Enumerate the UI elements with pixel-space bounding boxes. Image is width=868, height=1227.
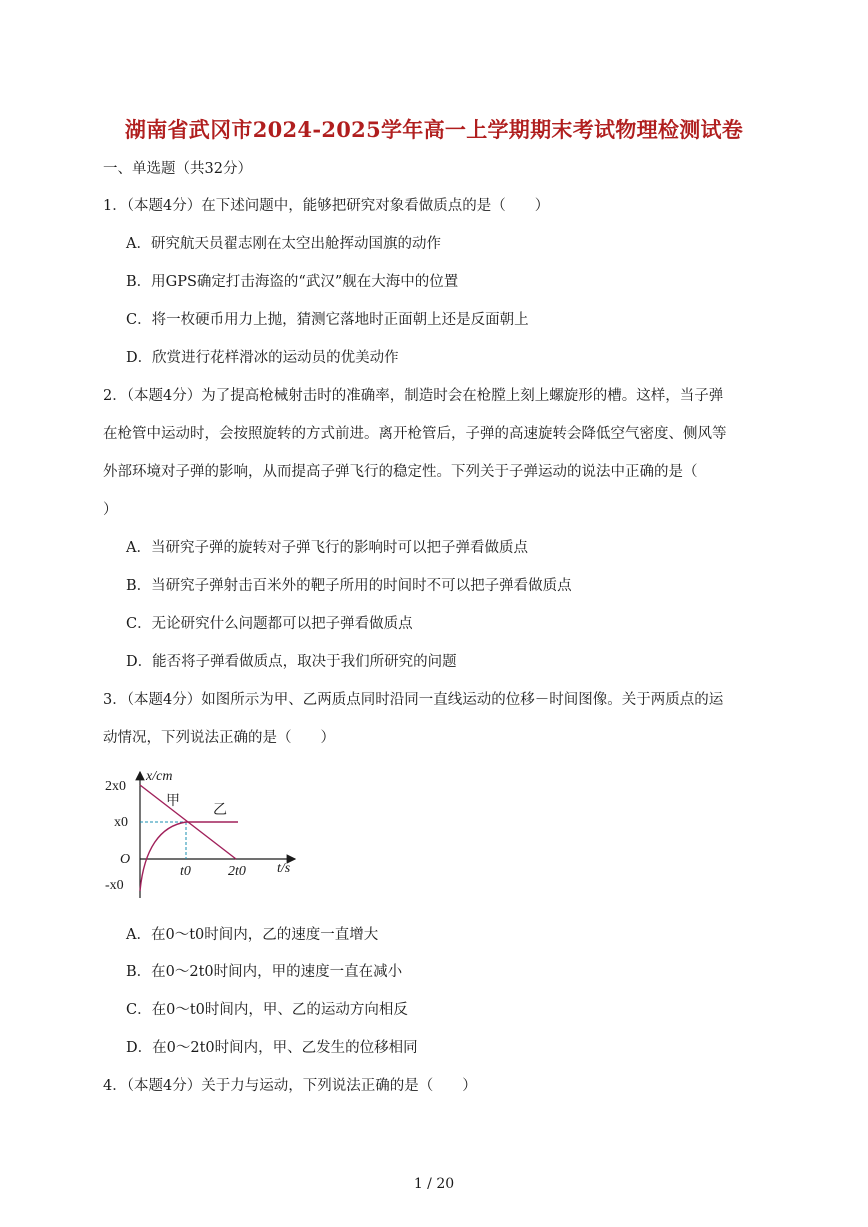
section-heading: 一、单选题（共32分） [103,161,252,177]
question-2-option-b: B．当研究子弹射击百米外的靶子所用的时间时不可以把子弹看做质点 [126,578,572,594]
question-3-option-c: C．在0～t0时间内，甲、乙的运动方向相反 [126,1002,408,1018]
x-tick-2t0: 2t0 [228,864,246,879]
question-2-stem-line-4: ） [103,502,118,518]
question-1-option-a: A．研究航天员翟志刚在太空出舱挥动国旗的动作 [126,236,441,252]
question-1-stem: 1．（本题4分）在下述问题中，能够把研究对象看做质点的是（ ） [103,198,550,214]
page-number: 1 / 20 [413,1176,455,1192]
curve-yi [140,822,238,891]
origin-label: O [120,852,131,867]
question-2-option-d: D．能否将子弹看做质点，取决于我们所研究的问题 [126,654,457,670]
question-4-stem: 4．（本题4分）关于力与运动，下列说法正确的是（ ） [103,1078,477,1094]
position-time-graph [100,764,310,904]
question-3-option-b: B．在0～2t0时间内，甲的速度一直在减小 [126,964,403,980]
x-tick-t0: t0 [180,864,191,879]
document-title: 湖南省武冈市2024-2025学年高一上学期期末考试物理检测试卷 [124,117,744,142]
question-2-stem-line-3: 外部环境对子弹的影响，从而提高子弹飞行的稳定性。下列关于子弹运动的说法中正确的是（ [103,464,698,480]
y-axis-label: x/cm [146,769,173,784]
question-2-stem-line-2: 在枪管中运动时，会按照旋转的方式前进。离开枪管后，子弹的高速旋转会降低空气密度、侧风等 [103,426,727,442]
question-2-option-a: A．当研究子弹的旋转对子弹飞行的影响时可以把子弹看做质点 [126,540,528,556]
x-axis-label: t/s [277,861,291,876]
question-3-stem-line-1: 3．（本题4分）如图所示为甲、乙两质点同时沿同一直线运动的位移－时间图像。关于两质点的运 [103,692,724,708]
question-2-option-c: C．无论研究什么问题都可以把子弹看做质点 [126,616,413,632]
question-3-option-a: A．在0～t0时间内，乙的速度一直增大 [126,927,379,943]
question-2-stem-line-1: 2．（本题4分）为了提高枪械射击时的准确率，制造时会在枪膛上刻上螺旋形的槽。这样，当子弹 [103,388,724,404]
label-yi: 乙 [213,803,227,818]
label-jia: 甲 [166,794,180,809]
question-1-option-d: D．欣赏进行花样滑冰的运动员的优美动作 [126,350,399,366]
question-1-option-b: B．用GPS确定打击海盗的“武汉”舰在大海中的位置 [126,274,459,290]
y-tick-neg-x0: -x0 [105,878,124,893]
question-1-option-c: C．将一枚硬币用力上抛，猜测它落地时正面朝上还是反面朝上 [126,312,529,328]
question-3-stem-line-2: 动情况，下列说法正确的是（ ） [103,730,335,746]
y-tick-2x0: 2x0 [105,779,126,794]
y-tick-x0: x0 [114,815,128,830]
question-3-option-d: D．在0～2t0时间内，甲、乙发生的位移相同 [126,1040,418,1056]
